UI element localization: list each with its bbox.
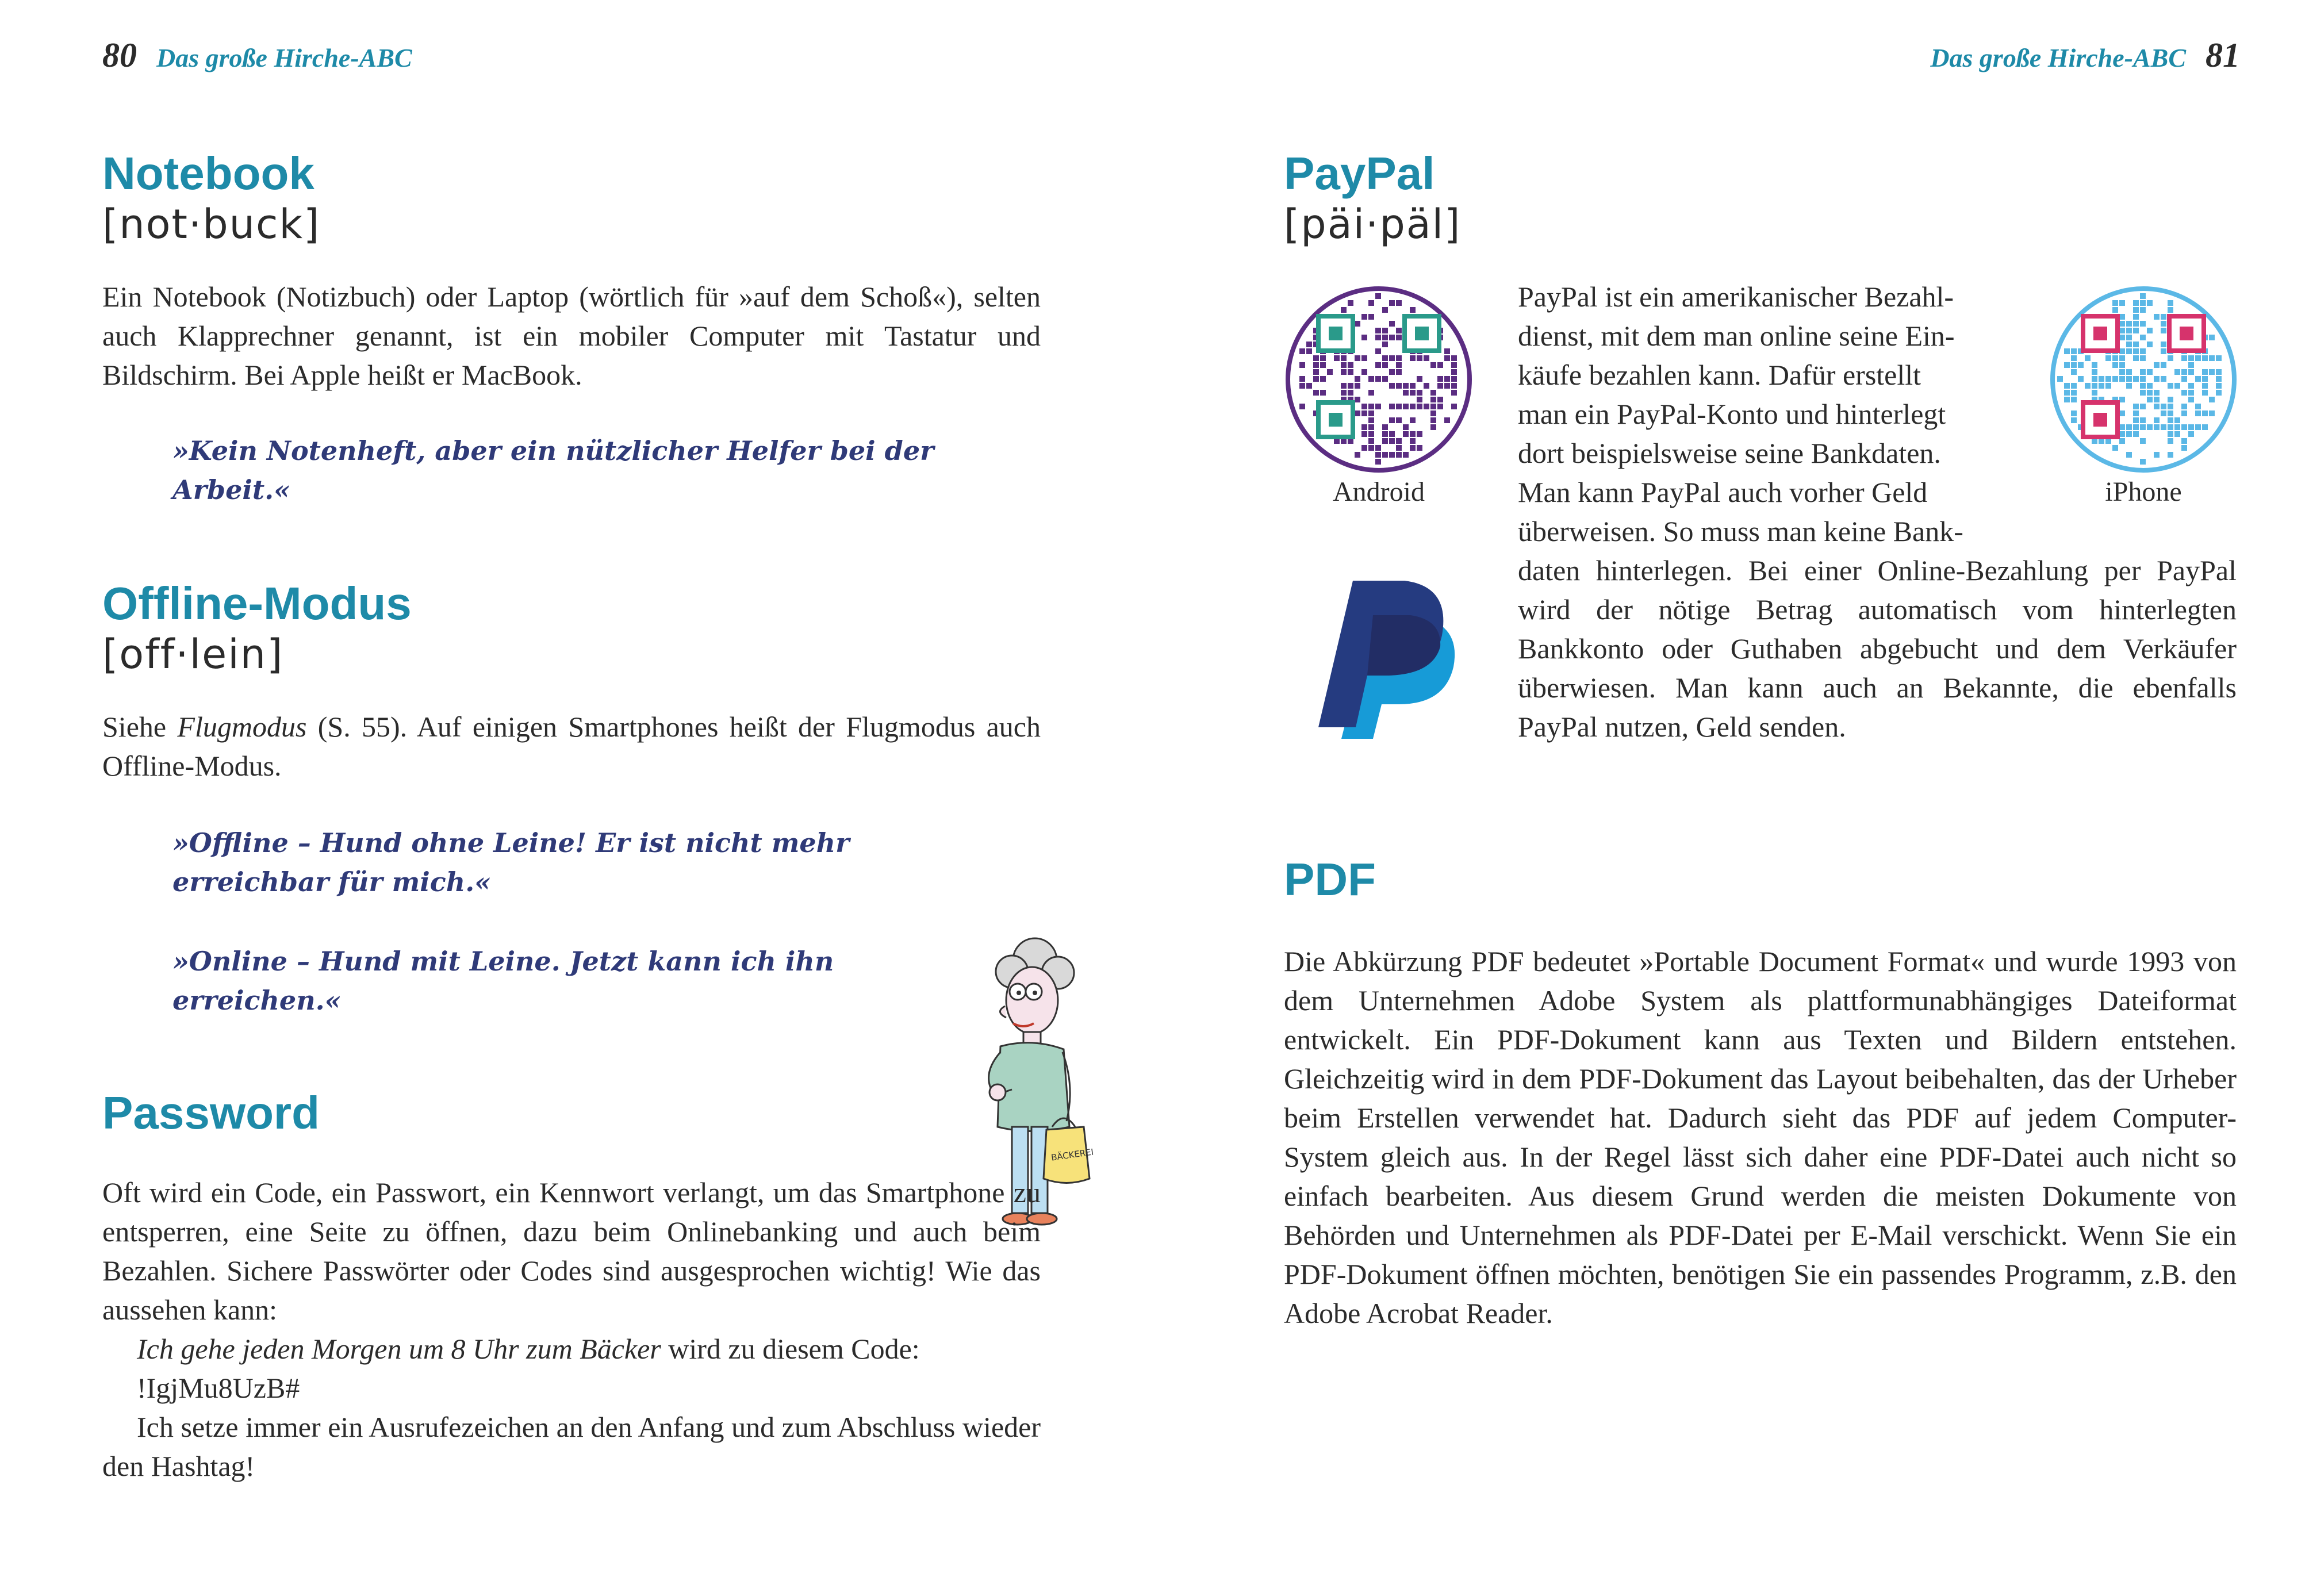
right-page: [1154, 0, 2309, 1596]
definition-line: überweisen. So muss man keine Bank-: [1518, 515, 1963, 547]
term-notebook: Notebook: [102, 148, 314, 199]
definition-offline-modus: [102, 707, 1041, 785]
pronunciation-paypal: [päi·päl]: [1284, 201, 1462, 248]
quote-notebook: »Kein Notenheft, aber ein nützlicher Helfer bei der Arbeit.«: [172, 435, 934, 505]
qr-label-iphone: iPhone: [2105, 477, 2182, 507]
quote-line: »Offline – Hund ohne Leine! Er ist nicht mehr: [172, 827, 850, 858]
qr-label-android: Android: [1333, 477, 1425, 507]
definition-text: Oft wird ein Code, ein Passwort, ein Kennwort verlangt, um das Smartphone zu entsperren, eine Seite zu öffnen, dazu beim Onlinebanking und auch beim Bezahlen. Sichere Passwörter oder Codes sind ausgesprochen wichtig! Wie das aussehen kann:: [102, 1176, 1041, 1326]
pronunciation-offline-modus: [off·lein]: [102, 631, 284, 678]
password-code: !IgjMu8UzB#: [137, 1372, 300, 1404]
definition-line: PayPal ist ein amerikanischer Bezahl-: [1518, 281, 1954, 313]
running-title: Das große Hirche-ABC: [1930, 43, 2186, 72]
definition-line: Man kann PayPal auch vorher Geld: [1518, 476, 1928, 508]
definition-pdf: Die Abkürzung PDF bedeutet »Portable Document Format« und wurde 1993 von dem Unternehmen Adobe System als plattformunabhängiges Dateiformat entwickelt. Ein PDF-Dokument kann aus Texten und Bildern entstehen. Gleichzeitig wird in dem PDF-Dokument das Layout beibehalten, das der Urheber beim Erstellen verwendet hat. Dadurch sieht das PDF auf jedem Computer-System gleich aus. In der Regel lässt sich daher eine PDF-Datei auch nicht so einfach bearbeiten. Aus diesem Grund werden die meisten Dokumente von Behörden und Unternehmen als PDF-Datei per E-Mail verschickt. Wenn Sie ein PDF-Dokument öffnen möchten, benötigen Sie ein passendes Programm, z.B. den Adobe Acrobat Reader.: [1284, 945, 2237, 1329]
term-paypal: PayPal: [1284, 148, 1435, 199]
quote-offline: [172, 823, 977, 901]
left-page-header: [102, 36, 412, 75]
page-number: 81: [2206, 36, 2240, 74]
term-pdf: PDF: [1284, 854, 1376, 905]
qr-code-iphone[interactable]: [2049, 285, 2238, 474]
term-offline-modus: Offline-Modus: [102, 578, 412, 629]
definition-paypal-part2: daten hinterlegen. Bei einer Online-Bezahlung per PayPal wird der nötige Betrag automatisch vom hinterlegten Bankkonto oder Guthaben abgebucht und dem Verkäufer überwiesen. Man kann auch an Bekannte, die ebenfalls PayPal nutzen, Geld senden.: [1518, 554, 2237, 743]
bag-label: BÄCKEREI: [1050, 1146, 1095, 1163]
definition-line: man ein PayPal-Konto und hinterlegt: [1518, 398, 1946, 430]
definition-text: Siehe: [102, 711, 178, 743]
example-phrase: Ich gehe jeden Morgen um 8 Uhr zum Bäcker: [137, 1333, 661, 1365]
paypal-logo: [1318, 581, 1462, 739]
password-tip: Ich setze immer ein Ausrufezeichen an den Anfang und zum Abschluss wieder den Hashtag!: [102, 1411, 1041, 1482]
definition-notebook: Ein Notebook (Notizbuch) oder Laptop (wörtlich für »auf dem Schoß«), selten auch Klapprechner genannt, ist ein mobiler Computer mit Tastatur und Bildschirm. Bei Apple heißt er MacBook.: [102, 281, 1041, 391]
qr-code-android[interactable]: [1284, 285, 1474, 474]
example-text: wird zu diesem Code:: [661, 1333, 920, 1365]
page-number: 80: [102, 36, 137, 74]
quote-online: »Online – Hund mit Leine. Jetzt kann ich ihn erreichen.«: [172, 946, 834, 1016]
definition-line: käufe bezahlen kann. Dafür erstellt: [1518, 359, 1921, 391]
left-page: [0, 0, 1154, 1596]
definition-paypal-part1: [1518, 277, 2024, 551]
right-page-header: [1930, 36, 2240, 75]
definition-password: [102, 1173, 1041, 1486]
definition-text: (S. 55). Auf einigen Smartphones heißt der Flugmodus auch Offline-Modus.: [102, 711, 1041, 782]
quote-line: erreichbar für mich.«: [172, 866, 491, 897]
password-example: [102, 1329, 1041, 1368]
definition-line: dienst, mit dem man online seine Ein-: [1518, 320, 1955, 352]
term-password: Password: [102, 1087, 320, 1138]
pronunciation-notebook: [not·buck]: [102, 201, 321, 248]
definition-line: dort beispielsweise seine Bankdaten.: [1518, 437, 1941, 469]
running-title: Das große Hirche-ABC: [156, 43, 412, 72]
cross-reference-flugmodus: Flugmodus: [177, 711, 307, 743]
